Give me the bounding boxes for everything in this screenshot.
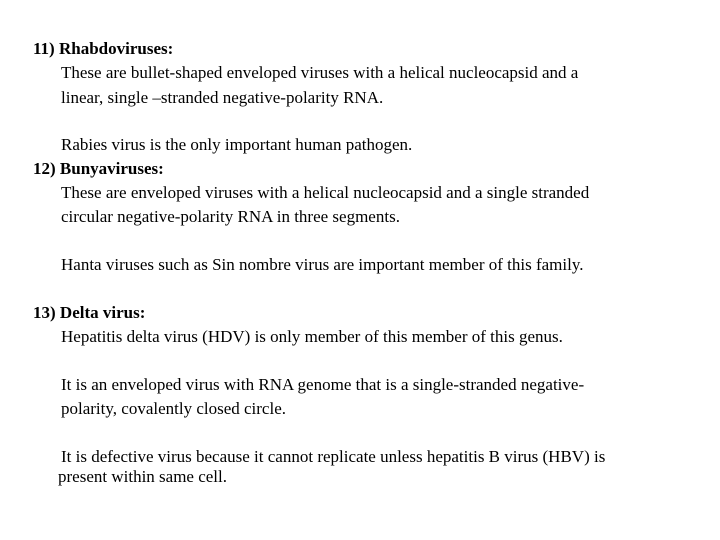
bunyaviruses-note-line-1: Hanta viruses such as Sin nombre virus are important member of this family. — [61, 255, 584, 274]
delta-virus-note-1-line-1: It is an enveloped virus with RNA genome that is a single-stranded negative- — [61, 375, 585, 394]
section-heading-rhabdoviruses: 11) Rhabdoviruses: — [33, 39, 174, 58]
rhabdoviruses-description-line-2: linear, single –stranded negative-polarity RNA. — [61, 88, 384, 107]
bunyaviruses-description-line-1: These are enveloped viruses with a helical nucleocapsid and a single stranded — [61, 183, 590, 202]
rhabdoviruses-note-line-1: Rabies virus is the only important human pathogen. — [61, 135, 413, 154]
bunyaviruses-description-line-2: circular negative-polarity RNA in three segments. — [61, 207, 400, 226]
section-heading-delta-virus: 13) Delta virus: — [33, 303, 146, 322]
delta-virus-note-2-line-1: It is defective virus because it cannot replicate unless hepatitis B virus (HBV) is — [61, 447, 606, 466]
delta-virus-note-2-line-2: present within same cell. — [58, 467, 228, 486]
delta-virus-note-1-line-2: polarity, covalently closed circle. — [61, 399, 287, 418]
rhabdoviruses-description-line-1: These are bullet-shaped enveloped viruses with a helical nucleocapsid and a — [61, 63, 579, 82]
section-heading-bunyaviruses: 12) Bunyaviruses: — [33, 159, 164, 178]
delta-virus-description-line-1: Hepatitis delta virus (HDV) is only member of this member of this genus. — [61, 327, 563, 346]
